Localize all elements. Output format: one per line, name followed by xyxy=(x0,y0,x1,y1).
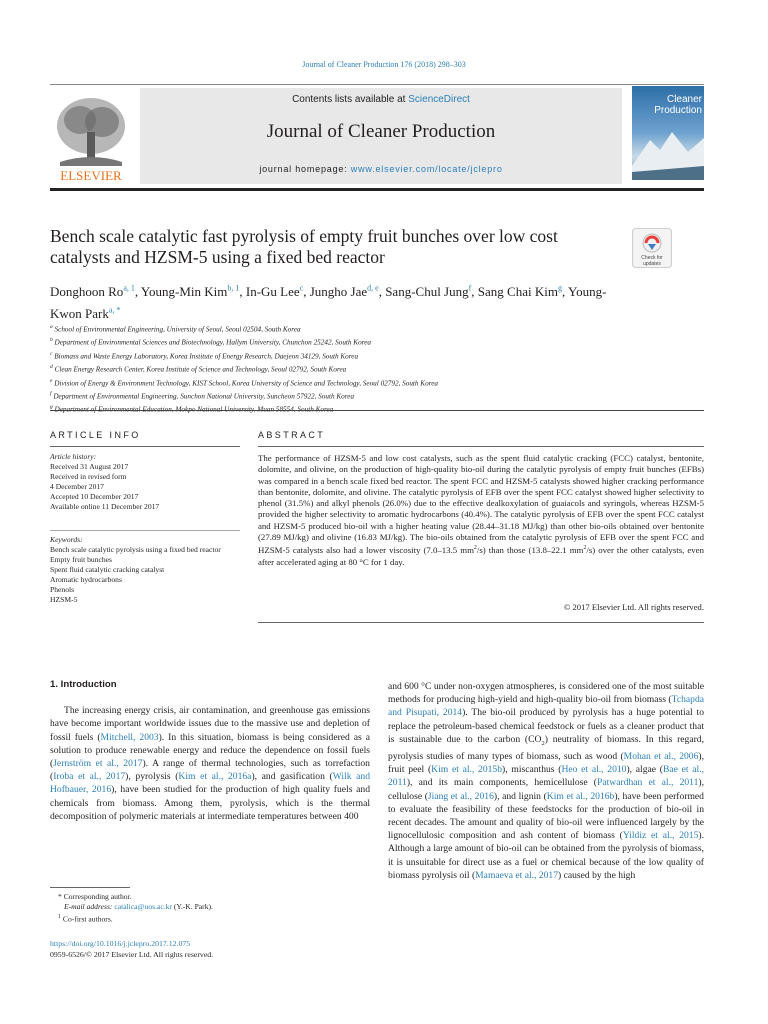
subscript: 2 xyxy=(541,739,545,747)
abstract-text xyxy=(258,453,704,568)
citation-link[interactable]: Bae et al., 2011 xyxy=(388,764,704,789)
cover-title-line1: Cleaner xyxy=(666,94,702,105)
author[interactable]: Jungho Jae$^{d, e}$, xyxy=(309,284,386,300)
affiliation-mark: e xyxy=(50,377,53,384)
body-text: ), fruit peel ( xyxy=(388,750,704,776)
citation-link[interactable]: Jernström et al., 2017 xyxy=(53,758,143,770)
journal-homepage xyxy=(140,164,622,174)
history-entry: Accepted 10 December 2017 xyxy=(50,492,139,501)
journal-title: Journal of Cleaner Production xyxy=(266,121,496,142)
body-text: ), and its main components, hemicellulose ( xyxy=(406,777,598,789)
article-history xyxy=(50,452,240,512)
keyword: Aromatic hydrocarbons xyxy=(50,575,122,584)
elsevier-tree-icon xyxy=(50,92,132,184)
body-text: ), have been studied for the production of high quality fuels and chemicals from biomass. Among them, pyrolysis, which is the thermal decomposition of polymeric materials at intermediate temperatures between 400 xyxy=(50,784,370,822)
section-heading-introduction: 1. Introduction xyxy=(50,679,117,690)
citation-link[interactable]: Kim et al., 2016a xyxy=(178,771,252,783)
elsevier-logo[interactable] xyxy=(50,92,132,184)
affiliation-text: Division of Energy & Environment Technology, KIST School, Korea University of Science and Technology, Seoul 02792, South Korea xyxy=(54,378,438,387)
affiliation-text: Department of Environmental Education, Mokpo National University, Muan 58554, South Korea xyxy=(54,405,334,414)
affiliation-text: Clean Energy Research Center, Korea Institute of Science and Technology, Seoul 02792, South Korea xyxy=(54,365,347,374)
contents-line xyxy=(140,94,622,105)
abstract-part2: /s) than those (13.8–22.1 mm xyxy=(476,545,584,556)
affiliation-text: Department of Environmental Sciences and Biotechnology, Hallym University, Chunchon 25242, South Korea xyxy=(54,338,372,347)
affiliation xyxy=(50,322,690,335)
footnote-corr-mark: * xyxy=(58,892,62,901)
body-column-right xyxy=(388,680,704,882)
citation-link[interactable]: Yildiz et al., 2015 xyxy=(622,830,699,842)
author-affiliation-marks[interactable]: f xyxy=(468,284,472,293)
author[interactable]: Donghoon Ro$^{a, 1}$, xyxy=(50,284,141,300)
history-entry: 4 December 2017 xyxy=(50,482,104,491)
citation-link[interactable]: Tchapda and Pisupati, 2014 xyxy=(388,694,704,719)
citation-link[interactable]: Iroba et al., 2017 xyxy=(53,771,126,783)
body-text: ), cellulose ( xyxy=(388,777,704,802)
author-affiliation-marks[interactable]: a, * xyxy=(108,305,121,315)
footnote-cofirst-text: Co-first authors. xyxy=(62,914,113,924)
intro-paragraph-1 xyxy=(50,704,370,823)
author-name[interactable]: In-Gu Lee xyxy=(245,284,300,300)
contents-prefix: Contents lists available at xyxy=(292,94,409,105)
abstract-squared-1: 2 xyxy=(473,545,477,552)
author[interactable]: Sang Chai Kim$^g$, xyxy=(477,284,568,300)
email-link[interactable]: catalica@uos.ac.kr xyxy=(114,902,172,911)
history-label: Article history: xyxy=(50,452,97,461)
body-text: ), and lignin ( xyxy=(493,790,547,802)
article-info-rule xyxy=(50,446,240,447)
body-text: ). Although a large amount of bio-oil can be obtained from the pyrolysis of biomass, it is unsuitable for direct use as a fuel or chemical because of the low quality of biomass pyrolysis oil ( xyxy=(388,830,704,881)
homepage-link[interactable]: www.elsevier.com/locate/jclepro xyxy=(350,164,503,174)
footnote-cofirst xyxy=(50,912,370,925)
cover-title-line2: Production xyxy=(654,105,702,116)
keyword-list xyxy=(50,545,240,605)
doi-link[interactable]: https://doi.org/10.1016/j.jclepro.2017.12.075 xyxy=(50,939,191,948)
affiliation-text: School of Environmental Engineering, University of Seoul, Seoul 02504, South Korea xyxy=(54,325,301,334)
top-rule xyxy=(50,84,704,85)
citation-link[interactable]: Patwardhan et al., 2011 xyxy=(597,777,699,789)
keyword: Spent fluid catalytic cracking catalyst xyxy=(50,565,165,574)
issn-line: 0959-6526/© 2017 Elsevier Ltd. All rights reserved. xyxy=(50,950,214,959)
affiliation-text: Biomass and Waste Energy Laboratory, Korea Institute of Energy Research, Daejeon 34129, South Korea xyxy=(54,352,359,361)
affiliation xyxy=(50,376,690,389)
affiliation xyxy=(50,349,690,362)
sciencedirect-link[interactable]: ScienceDirect xyxy=(408,94,470,105)
check-updates-line1: Check for xyxy=(641,255,663,261)
email-suffix: (Y.-K. Park). xyxy=(171,902,213,911)
affiliation-mark: c xyxy=(50,350,53,357)
author[interactable]: In-Gu Lee$^c$, xyxy=(245,284,310,300)
author[interactable]: Young-Min Kim$^{b, 1}$, xyxy=(140,284,246,300)
email-label: E-mail address: xyxy=(64,902,115,911)
citation-link[interactable]: Wilk and Hofbauer, 2016 xyxy=(50,771,370,796)
author-name[interactable]: Donghoon Ro xyxy=(50,284,124,300)
article-info-heading: ARTICLE INFO xyxy=(50,430,141,440)
elsevier-wordmark: ELSEVIER xyxy=(60,168,122,183)
author-name[interactable]: Young-Min Kim xyxy=(140,284,228,300)
author-affiliation-marks[interactable]: a, 1 xyxy=(123,284,135,293)
keyword: HZSM-5 xyxy=(50,595,78,604)
journal-cover[interactable] xyxy=(632,86,704,180)
body-text: ), miscanthus ( xyxy=(502,764,562,776)
footnote-cofirst-mark: 1 xyxy=(58,914,61,920)
citation-link[interactable]: Mohan et al., 2006 xyxy=(623,750,699,762)
keywords-block xyxy=(50,535,240,605)
check-updates-icon xyxy=(632,228,672,268)
abstract-heading: ABSTRACT xyxy=(258,430,326,440)
body-text: ). In this situation, biomass is being considered as a solution to produce renewable energy and reduce the dependence on fossil fuels ( xyxy=(50,731,370,770)
body-text: ), pyrolysis ( xyxy=(125,771,179,783)
affiliation xyxy=(50,389,690,402)
cover-title xyxy=(636,94,702,116)
footnotes xyxy=(50,892,370,925)
affiliation-mark: d xyxy=(50,364,53,371)
author-list xyxy=(50,280,610,323)
footnote-rule xyxy=(50,887,130,888)
body-text: ). A range of thermal technologies, such as torrefaction ( xyxy=(50,758,370,783)
homepage-label: journal homepage: xyxy=(259,164,351,174)
history-entry: Available online 11 December 2017 xyxy=(50,502,160,511)
affiliation-rule xyxy=(50,410,704,411)
affiliation-text: Department of Environmental Engineering, Sunchon National University, Suncheon 57922, South Korea xyxy=(53,392,355,401)
author-name[interactable]: Sang Chai Kim xyxy=(477,284,558,300)
citation-link[interactable]: Kim et al., 2016b xyxy=(546,790,615,802)
history-entry: Received 31 August 2017 xyxy=(50,462,129,471)
citation-link[interactable]: Heo et al., 2010 xyxy=(561,764,627,776)
header-rule xyxy=(50,188,704,191)
author-name[interactable]: Young-Kwon Park xyxy=(50,284,607,321)
keywords-label: Keywords: xyxy=(50,535,83,544)
journal-banner xyxy=(140,88,622,184)
body-text: ) caused by the high xyxy=(558,869,636,881)
affiliation-mark: a xyxy=(50,324,53,330)
history-list xyxy=(50,462,240,512)
body-text: and 600 °C under non-oxygen atmospheres, is considered one of the most suitable methods for producing high-yield and high-quality bio-oil from biomass ( xyxy=(388,681,704,706)
citation-link[interactable]: Kim et al., 2015b xyxy=(431,764,503,776)
mountain-icon xyxy=(632,126,704,180)
body-text: ). The bio-oil produced by pyrolysis has a huge potential to replace the petroleum-based chemical feedstock or fuels as a cleaner product that is sustainable due to the carbon (CO xyxy=(388,707,704,745)
affiliation xyxy=(50,362,690,375)
author-affiliation-marks[interactable]: b, 1 xyxy=(227,284,240,293)
running-head[interactable] xyxy=(0,60,768,69)
doi-block xyxy=(50,938,370,960)
body-column-left xyxy=(50,678,370,823)
author-affiliation-marks[interactable]: d, e xyxy=(367,284,379,293)
abstract-copyright: © 2017 Elsevier Ltd. All rights reserved. xyxy=(563,602,704,612)
body-text: The increasing energy crisis, air contamination, and greenhouse gas emissions have become important worldwide issues due to the massive use and depletion of fossil fuels ( xyxy=(50,705,370,743)
keyword: Phenols xyxy=(50,585,75,594)
author-name[interactable]: Sang-Chul Jung xyxy=(385,284,469,300)
footnote-corresponding xyxy=(50,892,370,902)
check-updates-line2: updates xyxy=(643,261,661,267)
author-name[interactable]: Jungho Jae xyxy=(309,284,368,300)
body-text: ), and gasification ( xyxy=(251,771,333,783)
keyword: Bench scale catalytic pyrolysis using a fixed bed reactor xyxy=(50,545,221,554)
affiliation xyxy=(50,335,690,348)
citation-link[interactable]: Mamaeva et al., 2017 xyxy=(475,869,559,881)
citation-link[interactable]: Jiang et al., 2016 xyxy=(427,790,494,802)
history-separator xyxy=(50,530,240,531)
abstract-rule xyxy=(258,446,704,447)
abstract-squared-2: 2 xyxy=(583,545,587,552)
affiliation-mark: f xyxy=(50,390,52,397)
body-text: ), algae ( xyxy=(626,764,663,776)
intro-paragraph-1-continued xyxy=(388,680,704,882)
affiliation-mark: g xyxy=(50,404,53,411)
keyword: Empty fruit bunches xyxy=(50,555,113,564)
footnote-corr-text: Corresponding author. xyxy=(63,892,132,901)
author-affiliation-marks[interactable]: c xyxy=(299,284,304,293)
author-affiliation-marks[interactable]: g xyxy=(557,284,562,293)
history-entry: Received in revised form xyxy=(50,472,127,481)
citation-link[interactable]: Mitchell, 2003 xyxy=(100,731,159,743)
affiliation-mark: b xyxy=(50,337,53,344)
author[interactable]: Sang-Chul Jung$^f$, xyxy=(385,284,478,300)
abstract-part1: The performance of HZSM-5 and low cost catalysts, such as the spent fluid catalytic cracking (FCC) catalyst, bentonite, dolomite, and olivine, on the production of high-quality bio-oil during the catalytic pyrolysis of empty fruit bunches (EFBs) was compared in a bench scale fixed bed reactor. The spent FCC and HZSM-5 catalysts showed higher cracking performance than bentonite, dolomite, and olivine. The catalytic pyrolysis of EFB over the spent FCC catalyst showed higher selectivity to phenol (31.5%) and alkyl phenols (26.0%) due to the effective dealkoxylation of guaiacols and syringols, whereas HZSM-5 provided the higher selectivity to aromatic hydrocarbons (40.4%). The catalytic pyrolysis of EFB over the spent FCC catalyst and HZSM-5 produced bio-oil with a higher heating value (28.44–31.18 MJ/kg) than other bio-oils obtained over bentonite (27.89 MJ/kg) and olivine (16.83 MJ/kg). The bio-oils obtained from the catalytic pyrolysis of EFB over the spent FCC and HZSM-5 catalysts also had a lower viscosity (7.0–13.5 mm xyxy=(258,453,704,556)
affiliation-list xyxy=(50,322,690,416)
body-text: ), have been performed to evaluate the feasibility of these feedstocks for the production of bio-oil in recent decades. The amount and quality of bio-oil were influenced largely by the lignocellulosic composition and ash content of biomass ( xyxy=(388,790,704,842)
article-title: Bench scale catalytic fast pyrolysis of empty fruit bunches over low cost catalysts and HZSM-5 using a fixed bed reactor xyxy=(50,226,558,267)
running-head-link[interactable]: Journal of Cleaner Production 176 (2018) 298–303 xyxy=(302,60,466,69)
abstract-part3: /s) over the other catalysts, even after accelerated aging at 80 °C for 1 day. xyxy=(258,545,704,567)
body-text: ) neutrality of biomass. In this regard, pyrolysis studies of many types of biomass, such as wood ( xyxy=(388,733,705,762)
footnote-email xyxy=(50,902,370,912)
abstract-bottom-rule xyxy=(258,622,704,623)
check-for-updates-button[interactable] xyxy=(632,228,672,268)
